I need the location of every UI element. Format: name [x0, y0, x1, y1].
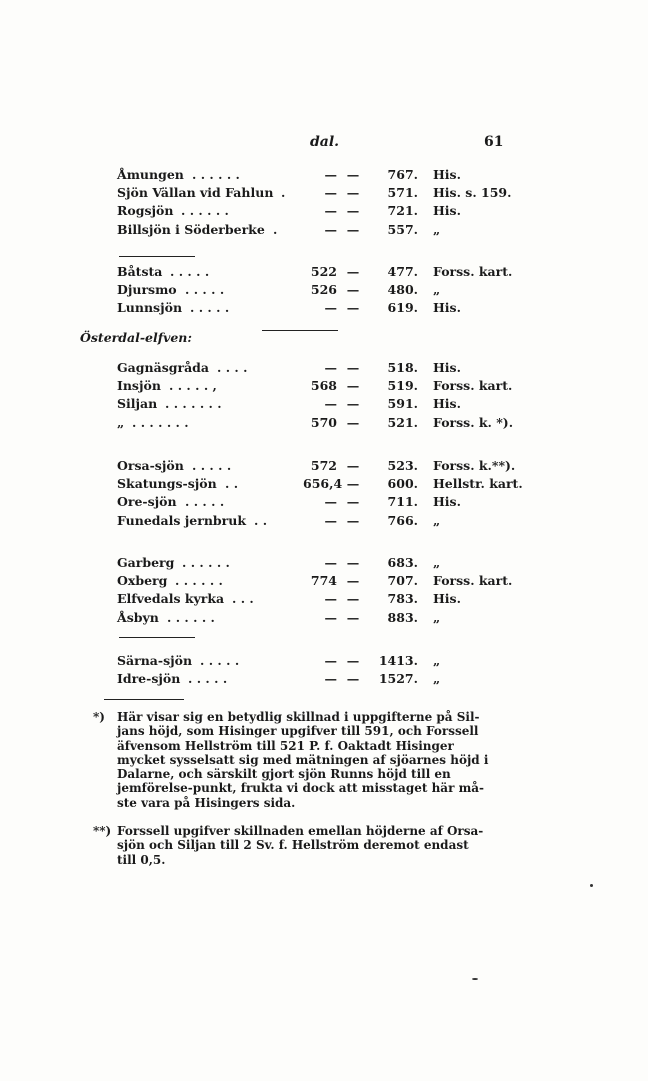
elevation-dash: — — [346, 378, 360, 394]
footnote-line: jemförelse-punkt, frukta vi dock att misstaget här må- — [117, 781, 485, 796]
leader-dots: . . . . . . — [182, 555, 230, 570]
place-name: Lunnsjön — [117, 300, 183, 316]
leader-dots: . . . . . — [200, 653, 240, 668]
leader-dots: . . . . . — [185, 282, 225, 298]
elevation-feet: — — [324, 221, 337, 237]
source-reference: „ — [433, 555, 441, 570]
elevation-value: 477. — [387, 264, 418, 279]
table-row — [0, 264, 648, 282]
footnote — [93, 710, 517, 810]
source-reference: His. — [433, 591, 461, 607]
footnote-line: jans höjd, som Hisinger upgifver till 591, och Forssell — [117, 724, 479, 739]
leader-dots: . — [273, 221, 278, 237]
elevation-feet: 570 — [310, 414, 337, 430]
leader-dots: . — [281, 185, 286, 201]
elevation-feet: — — [324, 203, 337, 219]
source-reference: Forss. k. *). — [433, 414, 514, 430]
place-name: Funedals jernbruk — [117, 512, 246, 528]
separator-rule — [262, 330, 338, 331]
elevation-dash: — — [346, 167, 360, 182]
source-reference: His. — [433, 300, 461, 316]
elevation-value: 480. — [387, 282, 418, 298]
elevation-value: 721. — [387, 203, 418, 219]
elevation-feet: — — [324, 360, 337, 375]
footnote-line: Här visar sig en betydlig skillnad i uppgifterne på Sil- — [117, 710, 480, 724]
separator-rule — [104, 699, 184, 700]
source-reference: His. — [433, 360, 461, 375]
table-row — [0, 610, 648, 628]
elevation-dash: — — [346, 221, 360, 237]
source-reference: His. s. 159. — [433, 185, 512, 201]
elevation-feet: — — [324, 591, 337, 607]
place-name: Båtsta — [117, 264, 163, 279]
table-row — [0, 671, 648, 689]
place-name: Orsa-sjön — [117, 458, 184, 473]
footnote-line: ste vara på Hisingers sida. — [117, 795, 296, 810]
table-row — [0, 653, 648, 671]
elevation-feet: 522 — [310, 264, 337, 279]
place-name: Garberg — [117, 555, 175, 570]
place-name: Billsjön i Söderberke — [117, 221, 265, 237]
separator-rule — [119, 256, 195, 257]
elevation-feet: — — [324, 300, 337, 316]
elevation-dash: — — [346, 573, 360, 589]
footnote-text — [117, 710, 517, 810]
elevation-value: 766. — [387, 512, 418, 528]
elevation-value: 711. — [387, 494, 418, 510]
place-name: Idre-sjön — [117, 671, 181, 687]
elevation-dash: — — [346, 512, 360, 528]
footnote-line: mycket sysselsatt sig med mätningen af sjöarnes höjd i — [117, 752, 489, 767]
footnote-text — [117, 824, 517, 867]
elevation-feet: 572 — [310, 458, 337, 473]
elevation-feet: — — [324, 167, 337, 182]
source-reference: Hellstr. kart. — [433, 476, 523, 492]
source-reference: His. — [433, 203, 461, 219]
source-reference: Forss. k.**). — [433, 458, 516, 473]
elevation-dash: — — [346, 264, 360, 279]
elevation-dash: — — [346, 185, 360, 201]
elevation-dash: — — [346, 671, 360, 687]
source-reference: Forss. kart. — [433, 378, 513, 394]
elevation-dash: — — [346, 494, 360, 510]
footnote-line: äfvensom Hellström till 521 P. f. Oaktadt Hisinger — [117, 738, 454, 753]
table-row — [0, 185, 648, 203]
elevation-feet: — — [324, 653, 337, 668]
table-row — [0, 573, 648, 591]
elevation-dash: — — [346, 591, 360, 607]
source-reference: „ — [433, 512, 441, 528]
place-name: Sjön Vällan vid Fahlun — [117, 185, 274, 201]
table-row — [0, 282, 648, 300]
leader-dots: . . . . . . — [175, 573, 223, 589]
elevation-value: 783. — [387, 591, 418, 607]
elevation-dash: — — [346, 203, 360, 219]
leader-dots: . . . . . . — [192, 167, 240, 182]
elevation-feet: — — [324, 396, 337, 412]
leader-dots: . . . . — [217, 360, 248, 375]
section-heading: Österdal-elfven: — [80, 330, 193, 345]
elevation-feet: — — [324, 512, 337, 528]
table-row — [0, 591, 648, 609]
footnote-line: Dalarne, och särskilt gjort sjön Runns höjd till en — [117, 767, 451, 782]
elevation-value: 521. — [387, 414, 418, 430]
footnote-marker: **) — [93, 824, 112, 838]
source-reference: Forss. kart. — [433, 573, 513, 589]
page-number: 61 — [484, 134, 504, 150]
elevation-dash: — — [346, 414, 360, 430]
leader-dots: . . — [254, 512, 268, 528]
elevation-value: 571. — [387, 185, 418, 201]
elevation-feet: 526 — [310, 282, 337, 298]
source-reference: His. — [433, 167, 461, 182]
table-row — [0, 513, 648, 531]
footnote-line: sjön och Siljan till 2 Sv. f. Hellström deremot endast — [117, 838, 469, 853]
place-name: Skatungs-sjön — [117, 476, 217, 492]
place-name: Insjön — [117, 378, 161, 394]
elevation-value: 519. — [387, 378, 418, 394]
place-name: Oxberg — [117, 573, 168, 589]
elevation-feet: — — [324, 609, 337, 625]
elevation-value: 707. — [387, 573, 418, 589]
elevation-dash: — — [346, 555, 360, 570]
table-row — [0, 415, 648, 433]
footnote — [93, 824, 517, 867]
place-name: Gagnäsgråda — [117, 360, 210, 375]
table-row — [0, 167, 648, 185]
leader-dots: . . . . . — [170, 264, 210, 279]
print-speck — [590, 884, 593, 887]
elevation-feet: 656,4 — [303, 476, 343, 492]
footnote-line: till 0,5. — [117, 852, 166, 867]
elevation-value: 1527. — [378, 671, 418, 687]
elevation-dash: — — [346, 458, 360, 473]
source-reference: His. — [433, 396, 461, 412]
elevation-dash: — — [346, 360, 360, 375]
table-row — [0, 300, 648, 318]
elevation-dash: — — [346, 300, 360, 316]
elevation-value: 1413. — [378, 653, 418, 668]
elevation-value: 591. — [387, 396, 418, 412]
leader-dots: . . . . . — [190, 300, 230, 316]
elevation-dash: — — [346, 476, 360, 492]
elevation-dash: — — [346, 609, 360, 625]
elevation-dash: — — [346, 396, 360, 412]
place-name: Särna-sjön — [117, 653, 193, 668]
place-name: Elfvedals kyrka — [117, 591, 225, 607]
leader-dots: . . . . . — [188, 671, 228, 687]
leader-dots: . . . . . — [185, 494, 225, 510]
source-reference: „ — [433, 221, 441, 237]
elevation-feet: — — [324, 671, 337, 687]
place-name: Rogsjön — [117, 203, 174, 219]
source-reference: Forss. kart. — [433, 264, 513, 279]
print-speck — [472, 978, 478, 980]
elevation-value: 523. — [387, 458, 418, 473]
leader-dots: . . . . . — [192, 458, 232, 473]
elevation-feet: — — [324, 185, 337, 201]
elevation-dash: — — [346, 653, 360, 668]
table-row — [0, 222, 648, 240]
footnote-line: Forssell upgifver skillnaden emellan höjderne af Orsa- — [117, 824, 484, 838]
leader-dots: . . . . . . — [181, 203, 229, 219]
leader-dots: . . . . . . — [167, 609, 215, 625]
leader-dots: . . . . . , — [169, 378, 217, 394]
running-head-title: dal. — [310, 134, 340, 150]
place-name: Åmungen — [117, 167, 184, 182]
separator-rule — [119, 637, 195, 638]
place-name: „ — [117, 414, 125, 430]
elevation-dash: — — [346, 282, 360, 298]
elevation-value: 683. — [387, 555, 418, 570]
table-row — [0, 494, 648, 512]
elevation-value: 557. — [387, 221, 418, 237]
place-name: Djursmo — [117, 282, 177, 298]
place-name: Åsbyn — [117, 609, 159, 625]
elevation-value: 518. — [387, 360, 418, 375]
source-reference: His. — [433, 494, 461, 510]
elevation-feet: 774 — [310, 573, 337, 589]
leader-dots: . . . . . . . — [132, 414, 189, 430]
source-reference: „ — [433, 282, 441, 298]
table-row — [0, 396, 648, 414]
source-reference: „ — [433, 671, 441, 687]
table-row — [0, 476, 648, 494]
elevation-value: 619. — [387, 300, 418, 316]
table-row — [0, 458, 648, 476]
source-reference: „ — [433, 653, 441, 668]
elevation-feet: 568 — [310, 378, 337, 394]
elevation-value: 600. — [387, 476, 418, 492]
leader-dots: . . — [225, 476, 239, 492]
place-name: Siljan — [117, 396, 158, 412]
elevation-feet: — — [324, 494, 337, 510]
table-row — [0, 360, 648, 378]
place-name: Ore-sjön — [117, 494, 177, 510]
table-row — [0, 378, 648, 396]
leader-dots: . . . — [232, 591, 254, 607]
source-reference: „ — [433, 609, 441, 625]
table-row — [0, 203, 648, 221]
elevation-value: 883. — [387, 609, 418, 625]
leader-dots: . . . . . . . — [165, 396, 222, 412]
footnote-marker: *) — [93, 710, 105, 724]
elevation-value: 767. — [387, 167, 418, 182]
table-row — [0, 555, 648, 573]
elevation-feet: — — [324, 555, 337, 570]
